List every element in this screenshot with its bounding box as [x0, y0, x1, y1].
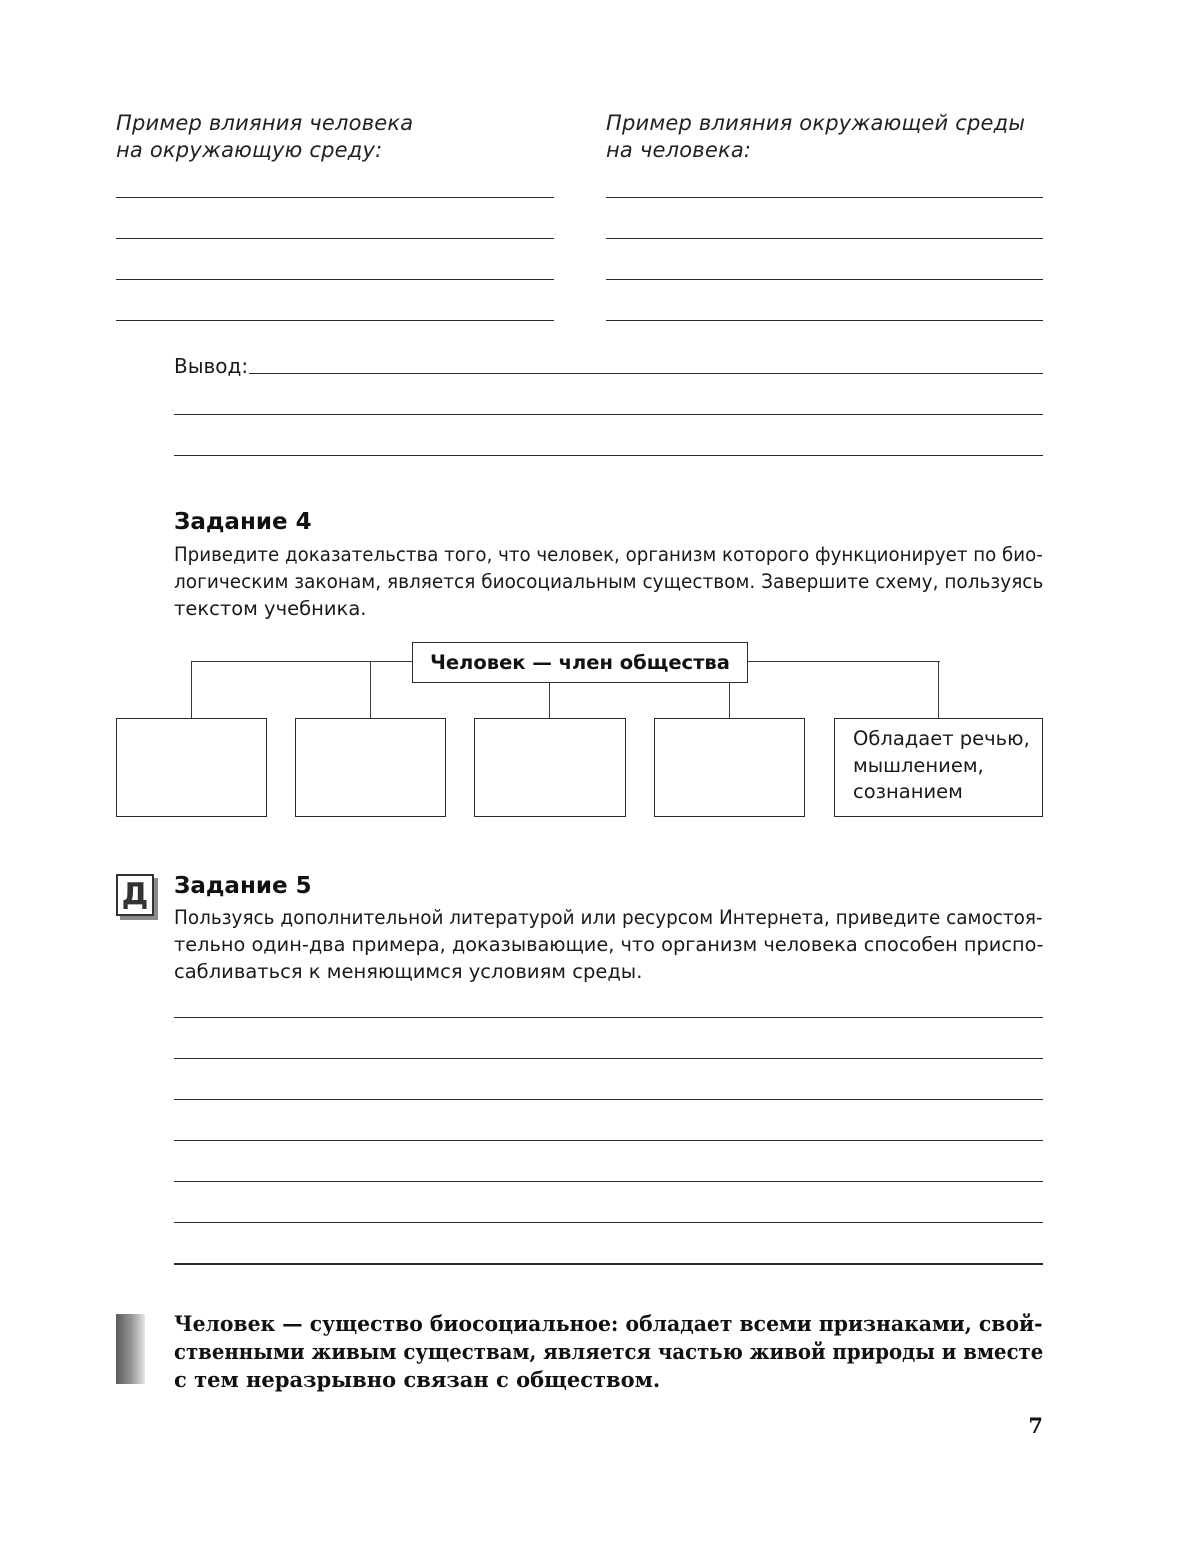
conclusion-line-3[interactable]	[174, 455, 1043, 456]
diagram-filled-box	[834, 718, 1043, 817]
summary-line2: ственными живым существам, является частью живой природы и вместе	[174, 1339, 1044, 1364]
diagram-filled-box-line1: Обладает речью,	[853, 727, 1030, 750]
task5-text-line1: Пользуясь дополнительной литературой или ресурсом Интернета, приведите самостоя-	[174, 906, 1043, 929]
prompt-environment-impact-line2: на человека:	[606, 138, 752, 162]
diagram-root-box	[412, 642, 748, 683]
task4-text-line2: логическим законам, является биосоциальным существом. Завершите схему, пользуясь	[174, 570, 1044, 593]
diagram-filled-box-line3: сознанием	[853, 780, 963, 803]
conclusion-label: Вывод:	[174, 354, 249, 378]
prompt-human-impact-line2: на окружающую среду:	[116, 138, 383, 162]
answer-line-right-2[interactable]	[606, 238, 1043, 239]
prompt-environment-impact	[606, 110, 1046, 164]
summary-text	[174, 1310, 1043, 1394]
task5-answer-line-2[interactable]	[174, 1058, 1043, 1059]
task4-title: Задание 4	[174, 509, 312, 535]
prompt-human-impact-line1: Пример влияния человека	[116, 111, 414, 135]
task5-answer-line-7[interactable]	[174, 1263, 1043, 1265]
diagram-connector-1	[191, 661, 192, 719]
answer-line-left-1[interactable]	[116, 197, 554, 198]
summary-line1: Человек — существо биосоциальное: обладает всеми признаками, свой-	[174, 1311, 1043, 1336]
diagram-filled-box-line2: мышлением,	[853, 753, 984, 777]
page-number: 7	[1028, 1413, 1043, 1438]
task5-badge-letter: Д	[121, 877, 149, 912]
answer-line-left-4[interactable]	[116, 320, 554, 321]
task4-text	[174, 541, 1043, 622]
task5-text	[174, 904, 1043, 985]
task5-answer-line-5[interactable]	[174, 1181, 1043, 1182]
task5-answer-line-3[interactable]	[174, 1099, 1043, 1100]
task5-badge-icon	[116, 874, 158, 920]
diagram-empty-box-4[interactable]	[654, 718, 805, 817]
diagram-connector-3	[549, 682, 550, 719]
prompt-environment-impact-line1: Пример влияния окружающей среды	[606, 111, 1026, 135]
prompt-human-impact	[116, 110, 556, 164]
task4-text-line3: текстом учебника.	[174, 597, 367, 620]
diagram-empty-box-2[interactable]	[295, 718, 446, 817]
diagram-connector-5	[938, 661, 939, 719]
task5-text-line3: сабливаться к меняющимся условиям среды.	[174, 960, 643, 983]
answer-line-left-2[interactable]	[116, 238, 554, 239]
summary-marker-bar	[116, 1314, 145, 1384]
task5-badge-face	[116, 874, 154, 916]
task5-answer-line-4[interactable]	[174, 1140, 1043, 1141]
task4-text-line1: Приведите доказательства того, что человек, организм которого функционирует по био-	[174, 543, 1043, 566]
diagram-connector-4	[729, 682, 730, 719]
task5-answer-line-1[interactable]	[174, 1017, 1043, 1018]
answer-line-right-4[interactable]	[606, 320, 1043, 321]
answer-line-right-3[interactable]	[606, 279, 1043, 280]
task5-answer-line-6[interactable]	[174, 1222, 1043, 1223]
answer-line-left-3[interactable]	[116, 279, 554, 280]
diagram-empty-box-1[interactable]	[116, 718, 267, 817]
conclusion-line-1[interactable]	[249, 373, 1043, 374]
diagram-empty-box-3[interactable]	[474, 718, 626, 817]
conclusion-line-2[interactable]	[174, 414, 1043, 415]
summary-line3: с тем неразрывно связан с обществом.	[174, 1367, 661, 1392]
answer-line-right-1[interactable]	[606, 197, 1043, 198]
diagram-root-label: Человек — член общества	[430, 651, 730, 674]
diagram-connector-2	[370, 661, 371, 719]
task5-title: Задание 5	[174, 873, 312, 899]
task5-text-line2: тельно один-два примера, доказывающие, что организм человека способен приспо-	[174, 933, 1044, 956]
